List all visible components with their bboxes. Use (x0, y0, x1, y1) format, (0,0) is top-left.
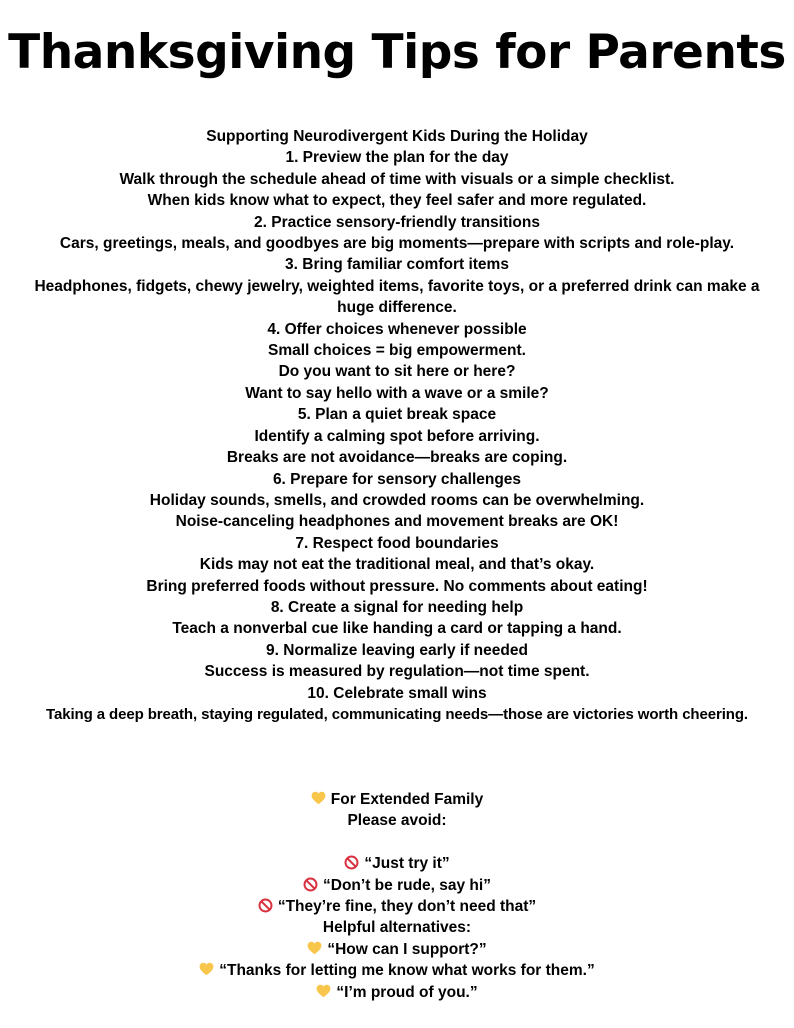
avoid-item (0, 896, 794, 917)
tip-heading: 8. Create a signal for needing help (270, 598, 524, 616)
tip-text: Identify a calming spot before arriving. (254, 427, 540, 445)
tip-heading: 1. Preview the plan for the day (285, 149, 509, 167)
tip-text: Headphones, fidgets, chewy jewelry, weighted items, favorite toys, or a preferred drink can make a huge difference. (34, 277, 760, 317)
tip-heading: 4. Offer choices whenever possible (267, 320, 527, 338)
extended-family-section (0, 789, 794, 1003)
yellow-heart-icon (199, 962, 214, 976)
tip-text: Walk through the schedule ahead of time with visuals or a simple checklist. (119, 170, 675, 188)
tip-heading: 5. Plan a quiet break space (297, 406, 497, 424)
tip-text: Kids may not eat the traditional meal, and that’s okay. (199, 556, 595, 574)
tip-heading: 7. Respect food boundaries (295, 534, 499, 552)
tip-text: Breaks are not avoidance—breaks are coping. (226, 449, 568, 467)
tip-text: Noise-canceling headphones and movement breaks are OK! (175, 513, 619, 531)
avoid-phrase: “Just try it” (364, 855, 450, 873)
tip-text: When kids know what to expect, they feel safer and more regulated. (147, 192, 647, 210)
alternative-item (0, 960, 794, 981)
alternative-phrase: “Thanks for letting me know what works for them.” (219, 962, 595, 980)
tip-text: Want to say hello with a wave or a smile? (245, 384, 549, 402)
alternative-phrase: “I’m proud of you.” (336, 983, 478, 1001)
tip-heading: 6. Prepare for sensory challenges (272, 470, 522, 488)
tips-section (0, 126, 794, 725)
alternative-item (0, 939, 794, 960)
family-heading-line (0, 789, 794, 810)
tip-text: Small choices = big empowerment. (268, 342, 526, 360)
avoid-item (0, 853, 794, 874)
tip-heading: 9. Normalize leaving early if needed (266, 641, 528, 659)
tip-heading: 2. Practice sensory-friendly transitions (254, 213, 540, 231)
tip-text: Taking a deep breath, staying regulated, communicating needs—those are victories worth cheering. (46, 705, 748, 723)
tip-text: Success is measured by regulation—not time spent. (204, 663, 590, 681)
avoid-label: Please avoid: (347, 812, 447, 830)
page-title: Thanksgiving Tips for Parents (8, 25, 786, 80)
spacer (0, 832, 794, 853)
avoid-item (0, 875, 794, 896)
tip-text: Teach a nonverbal cue like handing a card or tapping a hand. (172, 620, 622, 638)
yellow-heart-icon (311, 791, 326, 805)
yellow-heart-icon (316, 984, 331, 998)
alternative-phrase: “How can I support?” (327, 940, 487, 958)
tip-heading: 10. Celebrate small wins (307, 684, 487, 702)
alternative-item (0, 982, 794, 1003)
subtitle: Supporting Neurodivergent Kids During the Holiday (206, 128, 588, 145)
tip-text: Cars, greetings, meals, and goodbyes are big moments—prepare with scripts and role-play. (59, 235, 735, 253)
tip-text: Do you want to sit here or here? (278, 363, 516, 381)
avoid-phrase: “Don’t be rude, say hi” (323, 876, 491, 894)
alternatives-label: Helpful alternatives: (322, 919, 472, 937)
prohibited-icon (258, 898, 273, 913)
tip-text: Bring preferred foods without pressure. No comments about eating! (146, 577, 648, 595)
avoid-phrase: “They’re fine, they don’t need that” (277, 898, 537, 916)
tip-text: Holiday sounds, smells, and crowded rooms can be overwhelming. (149, 491, 645, 509)
tip-heading: 3. Bring familiar comfort items (285, 256, 509, 274)
family-heading: For Extended Family (330, 791, 484, 808)
yellow-heart-icon (307, 941, 322, 955)
prohibited-icon (303, 877, 318, 892)
prohibited-icon (344, 855, 359, 870)
